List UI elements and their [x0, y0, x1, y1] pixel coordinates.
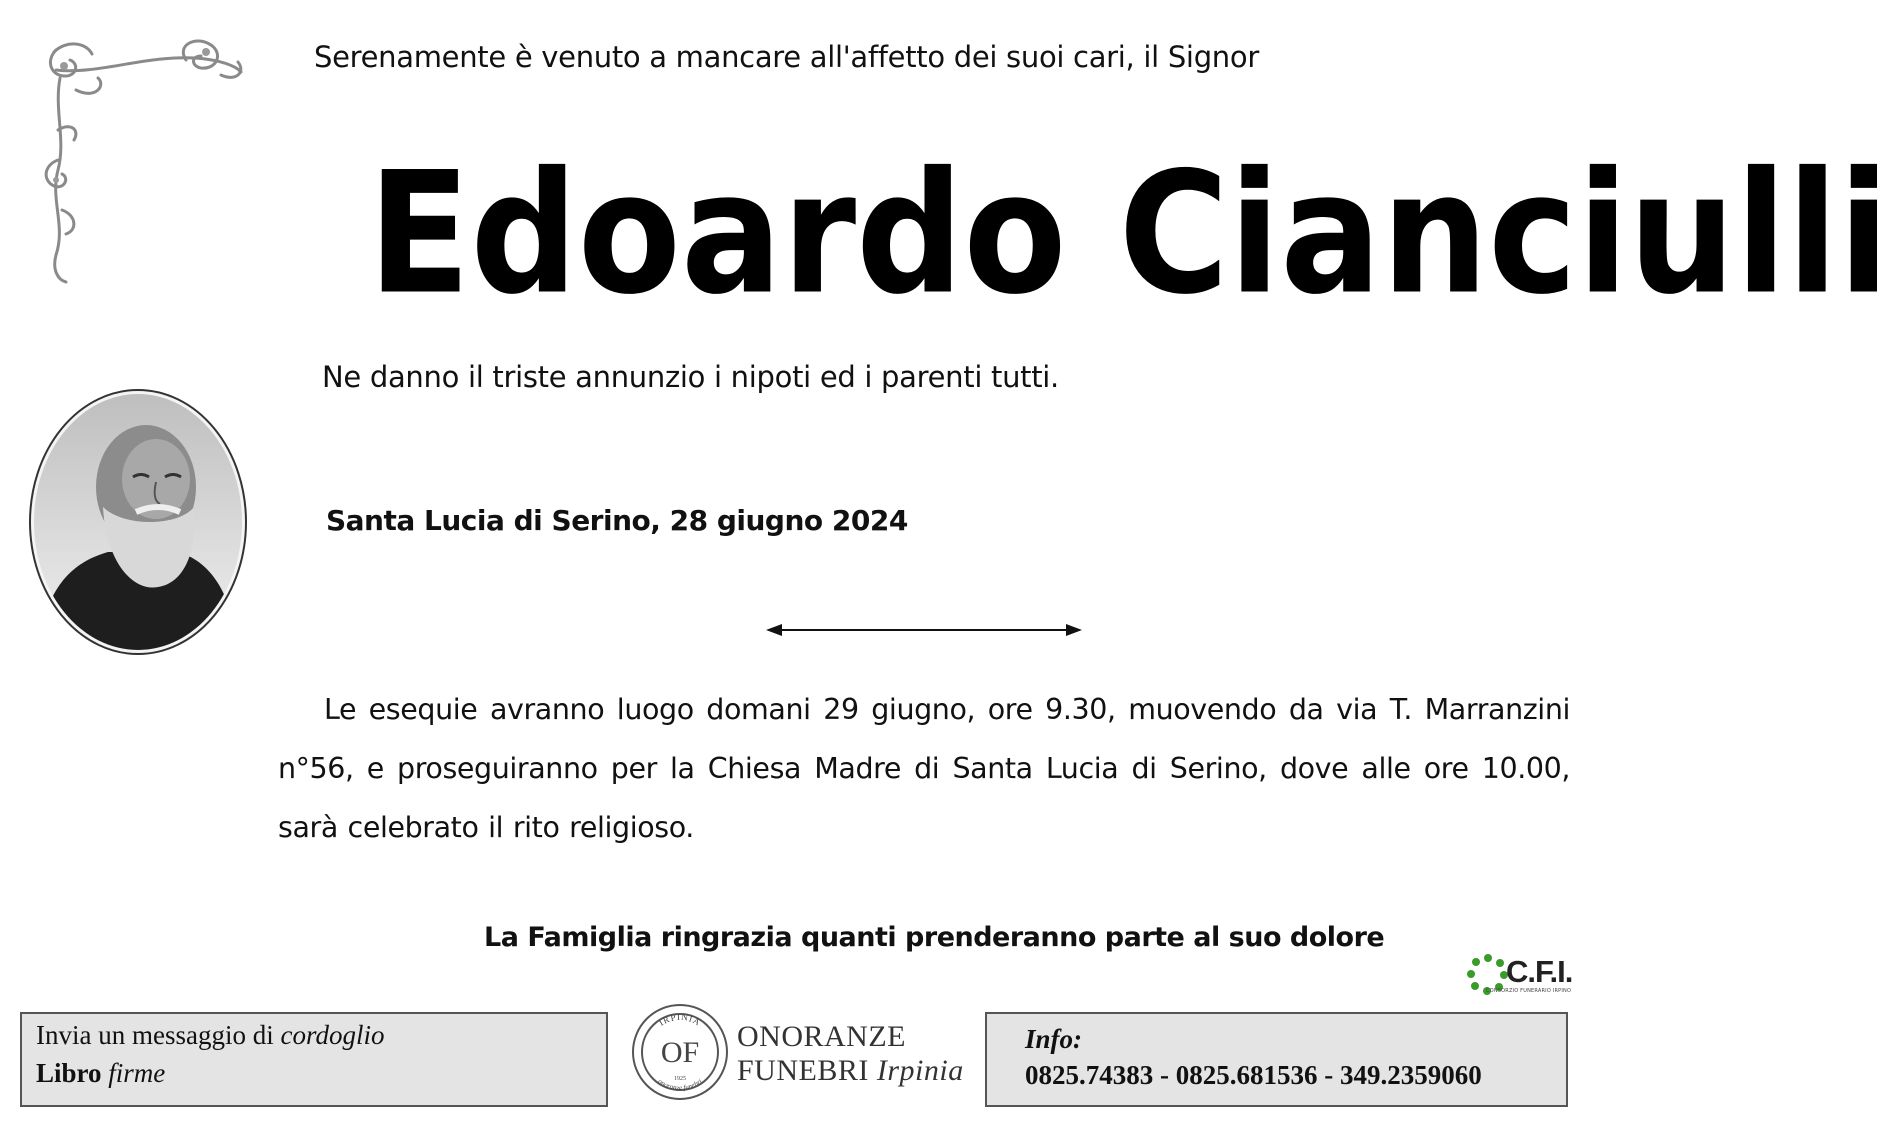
condolence-emphasis: cordoglio: [280, 1020, 385, 1050]
guestbook-link[interactable]: [36, 1058, 165, 1089]
intro-text: Serenamente è venuto a mancare all'affetto dei suoi cari, il Signor: [314, 40, 1259, 74]
seal-year: 1925: [674, 1076, 686, 1082]
cfi-logo-text: C.F.I.: [1506, 954, 1573, 989]
seal-bottom-text: onoranze funebri: [656, 1077, 704, 1093]
cfi-logo: [1466, 952, 1576, 1002]
info-phone-numbers[interactable]: 0825.74383 - 0825.681536 - 349.2359060: [1025, 1060, 1482, 1090]
info-label: Info:: [1025, 1024, 1083, 1054]
announcement-text: Ne danno il triste annunzio i nipoti ed i parenti tutti.: [322, 360, 1059, 394]
deceased-name: Edoardo Cianciulli: [368, 136, 1890, 332]
corner-flourish-icon: [36, 30, 246, 285]
condolence-link[interactable]: [36, 1020, 384, 1051]
guestbook-emphasis: firme: [108, 1058, 166, 1088]
place-date: Santa Lucia di Serino, 28 giugno 2024: [326, 504, 908, 537]
portrait-photo: [28, 387, 248, 657]
agency-seal-logo: [630, 1002, 730, 1102]
agency-name-line2-prefix: FUNEBRI: [737, 1054, 877, 1087]
svg-text:IRPINIA: [657, 1012, 703, 1028]
condolence-prefix: Invia un messaggio di: [36, 1020, 281, 1050]
info-box: [985, 1012, 1568, 1107]
cfi-logo-subtitle: CONSORZIO FUNERARIO IRPINO: [1486, 988, 1572, 994]
agency-name-line2-emphasis: Irpinia: [876, 1054, 964, 1087]
double-arrow-icon: [766, 620, 1082, 640]
agency-name-line2: [737, 1054, 964, 1088]
seal-monogram: OF: [660, 1036, 700, 1069]
agency-name-line1: ONORANZE: [737, 1020, 906, 1053]
condolence-box[interactable]: [20, 1012, 608, 1107]
guestbook-prefix: Libro: [36, 1058, 109, 1088]
funeral-details: Le esequie avranno luogo domani 29 giugno, ore 9.30, muovendo da via T. Marranzini n°56, e proseguiranno per la Chiesa Madre di Santa Lucia di Serino, dove alle ore 10.00, sarà celebrato il rito religioso.: [278, 693, 1570, 844]
family-thanks: La Famiglia ringrazia quanti prenderanno parte al suo dolore: [484, 922, 1385, 953]
seal-top-text: IRPINIA: [656, 1011, 703, 1028]
